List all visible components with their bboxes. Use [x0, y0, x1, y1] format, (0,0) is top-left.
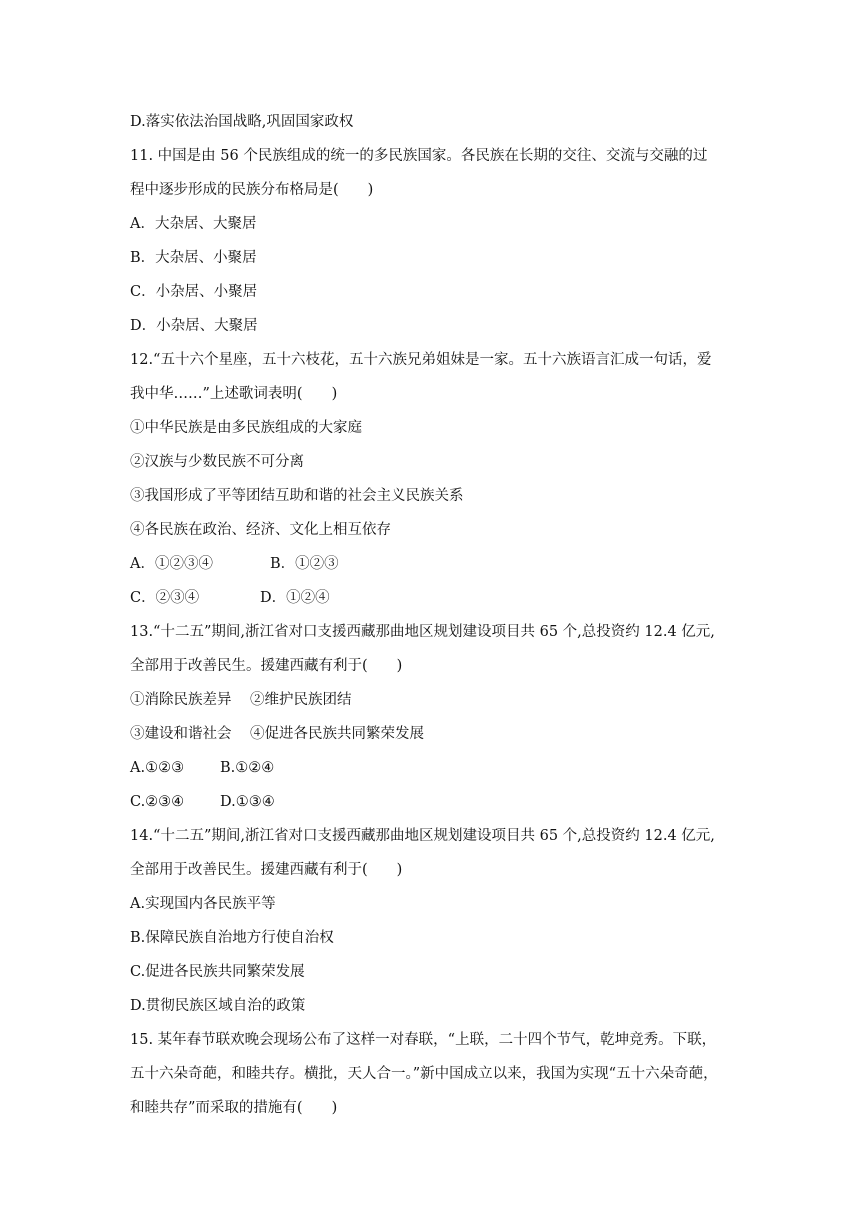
q13-statement-3: ③建设和谐社会 [130, 726, 232, 742]
q13-options-row2 [130, 788, 740, 822]
question-15 [130, 1026, 740, 1128]
q13-options-row1 [130, 754, 740, 788]
question-14 [130, 822, 740, 1026]
q13-statements-row2 [130, 720, 740, 754]
q15-stem-line3: 和睦共存”而采取的措施有( ) [130, 1100, 338, 1116]
q12-option-d: D．①②④ [260, 590, 330, 606]
q15-stem-line1: 15. 某年春节联欢晚会现场公布了这样一对春联，“上联，二十四个节气，乾坤竞秀。下联， [130, 1032, 717, 1048]
exam-page [130, 108, 740, 1128]
q13-option-d: D.①③④ [220, 794, 275, 810]
question-13 [130, 618, 740, 822]
q13-statement-4: ④促进各民族共同繁荣发展 [250, 726, 424, 742]
q13-option-b: B.①②④ [220, 760, 275, 776]
q12-statement-1: ①中华民族是由多民族组成的大家庭 [130, 420, 362, 436]
q12-statement-4: ④各民族在政治、经济、文化上相互依存 [130, 522, 391, 538]
q10-option-d: D.落实依法治国战略,巩固国家政权 [130, 114, 354, 130]
q13-stem-line2: 全部用于改善民生。援建西藏有利于( ) [130, 658, 403, 674]
q12-statement-2: ②汉族与少数民族不可分离 [130, 454, 304, 470]
q11-option-c: C．小杂居、小聚居 [130, 284, 258, 300]
q14-option-d: D.贯彻民族区域自治的政策 [130, 998, 306, 1014]
q11-stem-line1: 11. 中国是由 56 个民族组成的统一的多民族国家。各民族在长期的交往、交流与交融的过 [130, 148, 708, 164]
q12-option-c: C．②③④ [130, 590, 200, 606]
q14-option-c: C.促进各民族共同繁荣发展 [130, 964, 305, 980]
q14-option-a: A.实现国内各民族平等 [130, 896, 276, 912]
q12-statement-3: ③我国形成了平等团结互助和谐的社会主义民族关系 [130, 488, 464, 504]
question-11 [130, 142, 740, 346]
q13-statements-row1 [130, 686, 740, 720]
q14-stem-line2: 全部用于改善民生。援建西藏有利于( ) [130, 862, 403, 878]
q15-stem-line2: 五十六朵奇葩，和睦共存。横批，天人合一。”新中国成立以来，我国为实现“五十六朵奇葩， [130, 1066, 718, 1082]
q13-stem-line1: 13.“十二五”期间,浙江省对口支援西藏那曲地区规划建设项目共 65 个,总投资约 12.4 亿元, [130, 624, 715, 640]
q13-statement-2: ②维护民族团结 [250, 692, 352, 708]
q13-option-c: C.②③④ [130, 794, 185, 810]
q13-statement-1: ①消除民族差异 [130, 692, 232, 708]
q12-option-b: B．①②③ [270, 556, 339, 572]
q12-option-a: A．①②③④ [130, 556, 213, 572]
q12-stem-line1: 12.“五十六个星座，五十六枝花，五十六族兄弟姐妹是一家。五十六族语言汇成一句话，爱 [130, 352, 712, 368]
q11-option-a: A．大杂居、大聚居 [130, 216, 257, 232]
q13-option-a: A.①②③ [130, 760, 185, 776]
question-12 [130, 346, 740, 618]
q12-stem-line2: 我中华……”上述歌词表明( ) [130, 386, 338, 402]
q14-option-b: B.保障民族自治地方行使自治权 [130, 930, 334, 946]
q11-stem-line2: 程中逐步形成的民族分布格局是( ) [130, 182, 374, 198]
q11-option-b: B．大杂居、小聚居 [130, 250, 257, 266]
q14-stem-line1: 14.“十二五”期间,浙江省对口支援西藏那曲地区规划建设项目共 65 个,总投资约 12.4 亿元, [130, 828, 715, 844]
q12-options-row2 [130, 584, 740, 618]
q12-options-row1 [130, 550, 740, 584]
q11-option-d: D．小杂居、大聚居 [130, 318, 258, 334]
